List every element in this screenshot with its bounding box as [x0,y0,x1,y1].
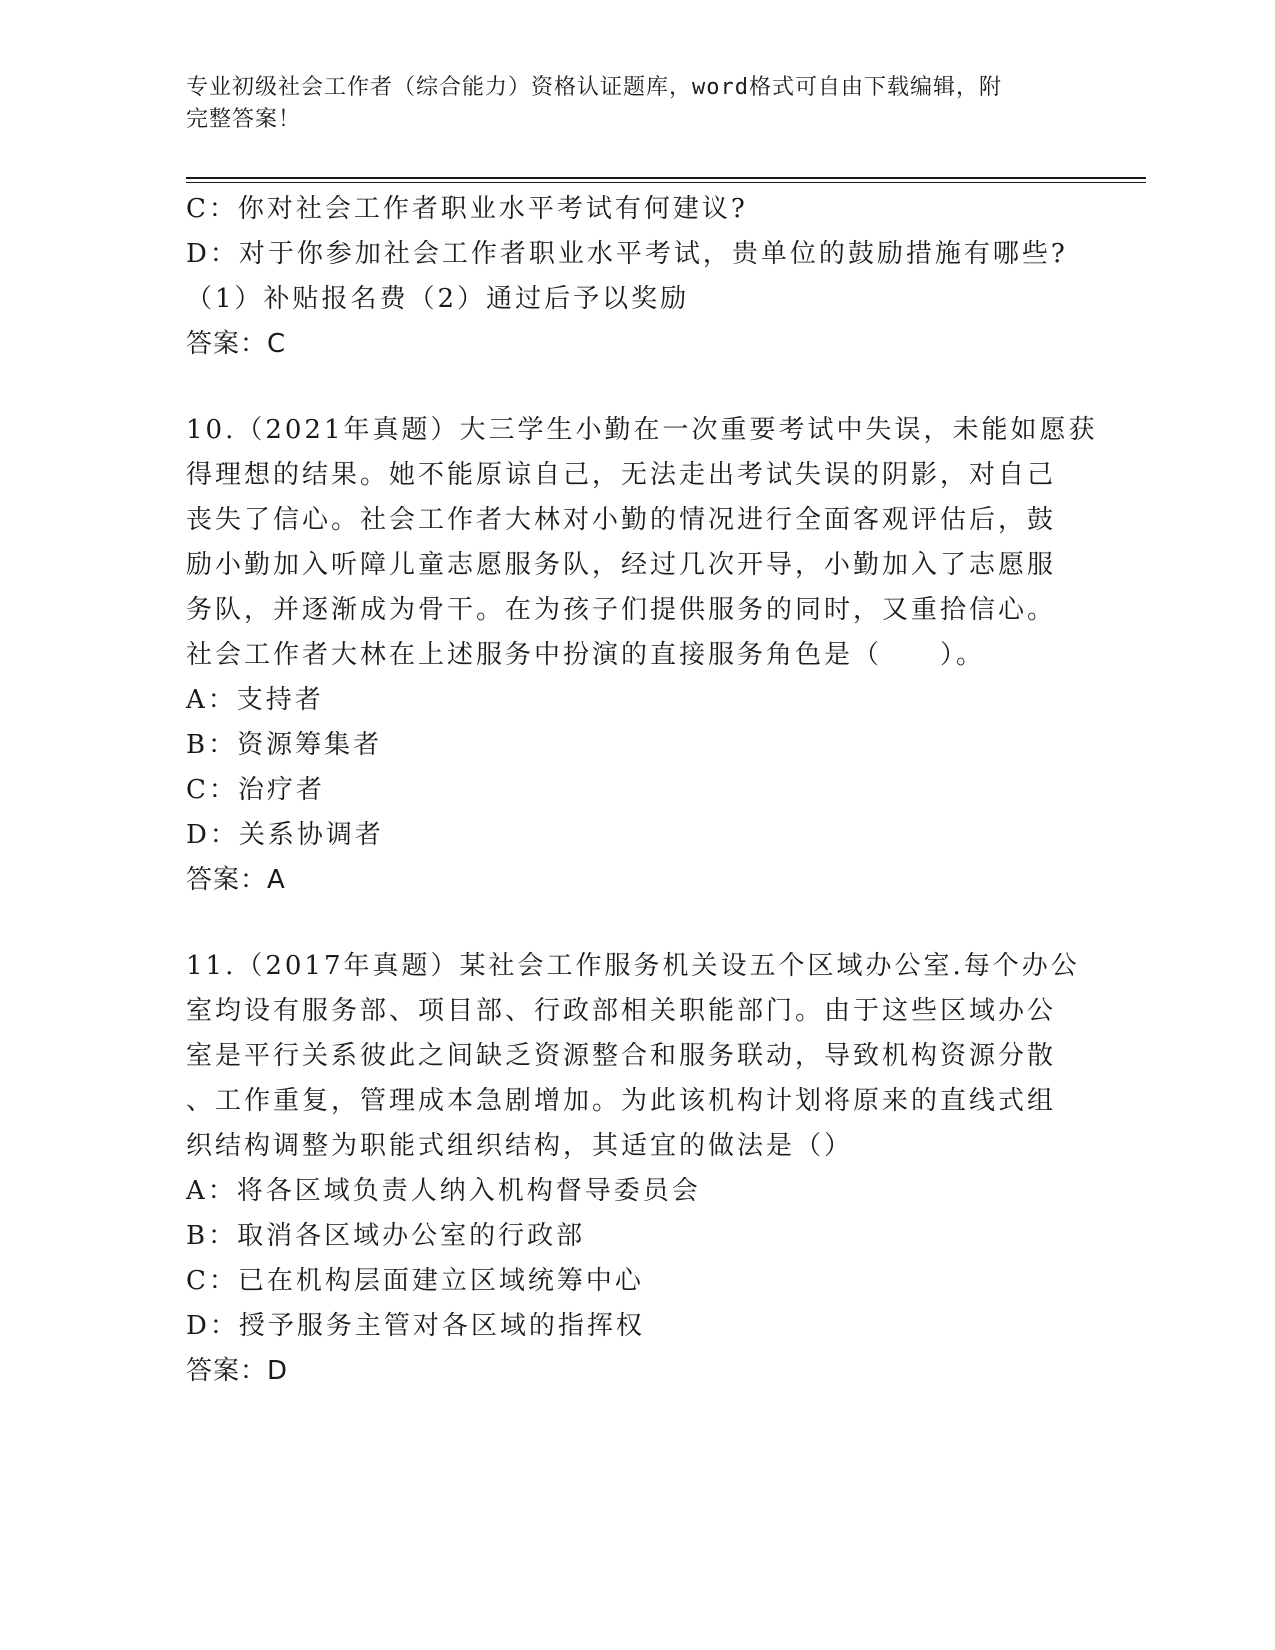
answer: 答案：D [186,1356,289,1386]
page-header [186,72,1076,136]
question-stem-line: 、工作重复，管理成本急剧增加。为此该机构计划将原来的直线式组 [186,1086,1057,1116]
question-stem-line: 务队，并逐渐成为骨干。在为孩子们提供服务的同时，又重拾信心。 [186,595,1057,625]
option-c: C：你对社会工作者职业水平考试有何建议? [186,194,748,224]
question-stem-line: 丧失了信心。社会工作者大林对小勤的情况进行全面客观评估后，鼓 [186,505,1057,535]
question-9 [186,187,1066,367]
option-b: B：资源筹集者 [186,730,383,760]
question-stem-line: 10.（2021年真题）大三学生小勤在一次重要考试中失误，未能如愿获 [186,415,1098,445]
option-b: B：取消各区域办公室的行政部 [186,1221,586,1251]
header-line-1: 专业初级社会工作者（综合能力）资格认证题库，word格式可自由下载编辑，附 [186,75,1002,100]
answer: 答案：C [186,329,287,359]
header-line-2: 完整答案！ [186,107,302,132]
question-11 [186,944,1080,1394]
question-stem-line: 织结构调整为职能式组织结构，其适宜的做法是（） [186,1131,854,1161]
option-d-continuation: （1）补贴报名费（2）通过后予以奖励 [186,284,690,314]
question-content [186,187,1098,1394]
document-page [186,0,1146,1650]
question-stem-line: 得理想的结果。她不能原谅自己，无法走出考试失误的阴影，对自己 [186,460,1057,490]
option-a: A：将各区域负责人纳入机构督导委员会 [186,1176,701,1206]
question-stem-line: 室是平行关系彼此之间缺乏资源整合和服务联动，导致机构资源分散 [186,1041,1057,1071]
question-stem-line: 励小勤加入听障儿童志愿服务队，经过几次开导，小勤加入了志愿服 [186,550,1057,580]
answer: 答案：A [186,865,286,895]
option-c: C：已在机构层面建立区域统筹中心 [186,1266,644,1296]
question-10 [186,408,1098,903]
option-a: A：支持者 [186,685,324,715]
option-d: D：对于你参加社会工作者职业水平考试，贵单位的鼓励措施有哪些? [186,239,1068,269]
question-stem-line: 室均设有服务部、项目部、行政部相关职能部门。由于这些区域办公 [186,996,1057,1026]
question-stem-line: 社会工作者大林在上述服务中扮演的直接服务角色是（ ）。 [186,640,986,670]
question-stem-line: 11.（2017年真题）某社会工作服务机关设五个区域办公室.每个办公 [186,951,1080,981]
option-d: D：关系协调者 [186,820,384,850]
option-d: D：授予服务主管对各区域的指挥权 [186,1311,645,1341]
header-divider [186,177,1146,179]
option-c: C：治疗者 [186,775,325,805]
